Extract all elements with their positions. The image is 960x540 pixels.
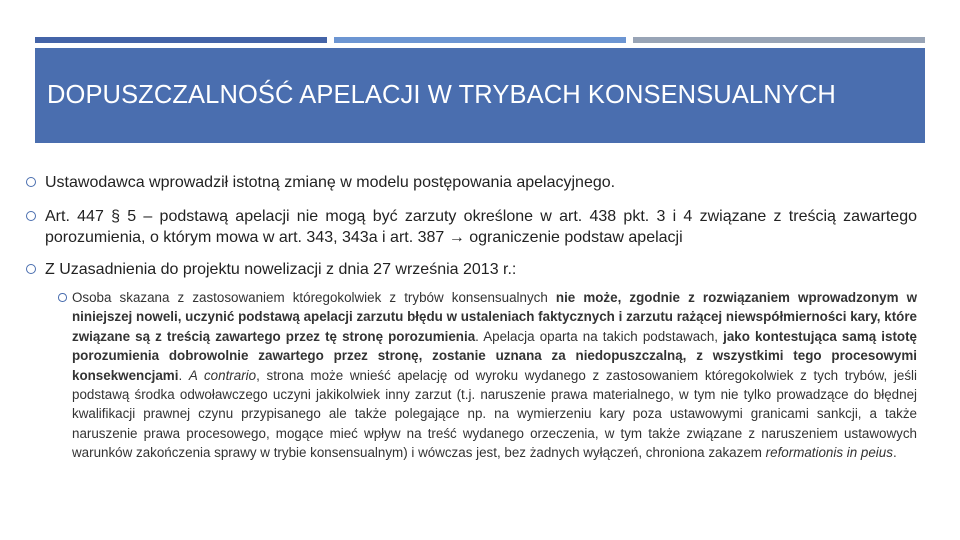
bullet-text: Z Uzasadnienia do projektu nowelizacji z dnia 27 września 2013 r.: — [45, 261, 517, 278]
arrow-right-icon: → — [448, 229, 465, 246]
bullet-item-3 — [25, 259, 917, 280]
header-accent-bar-2 — [334, 37, 626, 43]
bullet-text-tail: ograniczenie podstaw apelacji — [464, 229, 683, 246]
circle-bullet-icon — [26, 177, 36, 187]
bullet-text: Art. 447 § 5 – podstawą apelacji nie mogą być zarzuty określone w art. 438 pkt. 3 i 4 związane z treścią zawartego porozumienia, o którym mowa w art. 343, 343a i art. 387 — [45, 208, 917, 246]
quote-bold-text: nie może, zgodnie z rozwiązaniem wprowadzonym w niniejszej noweli, uczynić podstawą apelacji zarzutu błędu w ustaleniach faktycznych i zarzutu rażącej niewspółmierności kary, które związane są z treścią zawartego przez tę stronę porozumienia — [72, 290, 918, 344]
bullet-text: Ustawodawca wprowadził istotną zmianę w modelu postępowania apelacyjnego. — [45, 174, 616, 191]
quote-text: . — [178, 367, 189, 383]
bullet-list — [25, 172, 917, 463]
quote-bold-text: jako kontestująca samą istotę porozumienia dobrowolnie zawartego przez stronę, zostanie uznana za niedopuszczalną, z wszystkimi tego procesowymi konsekwencjami — [72, 328, 917, 383]
quote-text: . — [892, 445, 897, 461]
quote-text: . Apelacja oparta na takich podstawach, — [475, 328, 724, 344]
quote-sub-bullet — [58, 288, 917, 463]
circle-bullet-icon — [58, 293, 67, 302]
quote-italic-text: reformationis in peius — [765, 445, 893, 461]
circle-bullet-icon — [26, 211, 36, 221]
quote-italic-text: A contrario — [188, 367, 257, 383]
header-accent-bar-1 — [35, 37, 327, 43]
quote-text: Osoba skazana z zastosowaniem któregokolwiek z trybów konsensualnych — [72, 290, 556, 305]
quote-text: , strona może wnieść apelację od wyroku wydanego z zastosowaniem któregokolwiek z tych trybów, jeśli podstawą środka odwoławczego uczyni jakikolwiek inny zarzut (t.j. naruszenie prawa materialnego, w tym nie tylko prowadzące do błędnej kwalifikacji prawnej czynu przypisanego ale także polegające np. na wymierzeniu kary poza ustawowymi granicami sankcji, a także naruszenie prawa procesowego, mogące mieć wpływ na treść wydanego orzeczenia, w tym także związane z naruszeniem ustawowych warunków zakończenia sprawy w trybie konsensualnym) i wówczas jest, bez żadnych wyłączeń, chroniona zakazem — [72, 367, 917, 461]
bullet-item-1 — [25, 172, 917, 193]
bullet-item-2 — [25, 206, 917, 248]
slide-title: DOPUSZCZALNOŚĆ APELACJI W TRYBACH KONSENSUALNYCH — [47, 81, 836, 109]
circle-bullet-icon — [26, 264, 36, 274]
header-accent-bar-3 — [633, 37, 925, 43]
title-banner — [35, 48, 925, 143]
